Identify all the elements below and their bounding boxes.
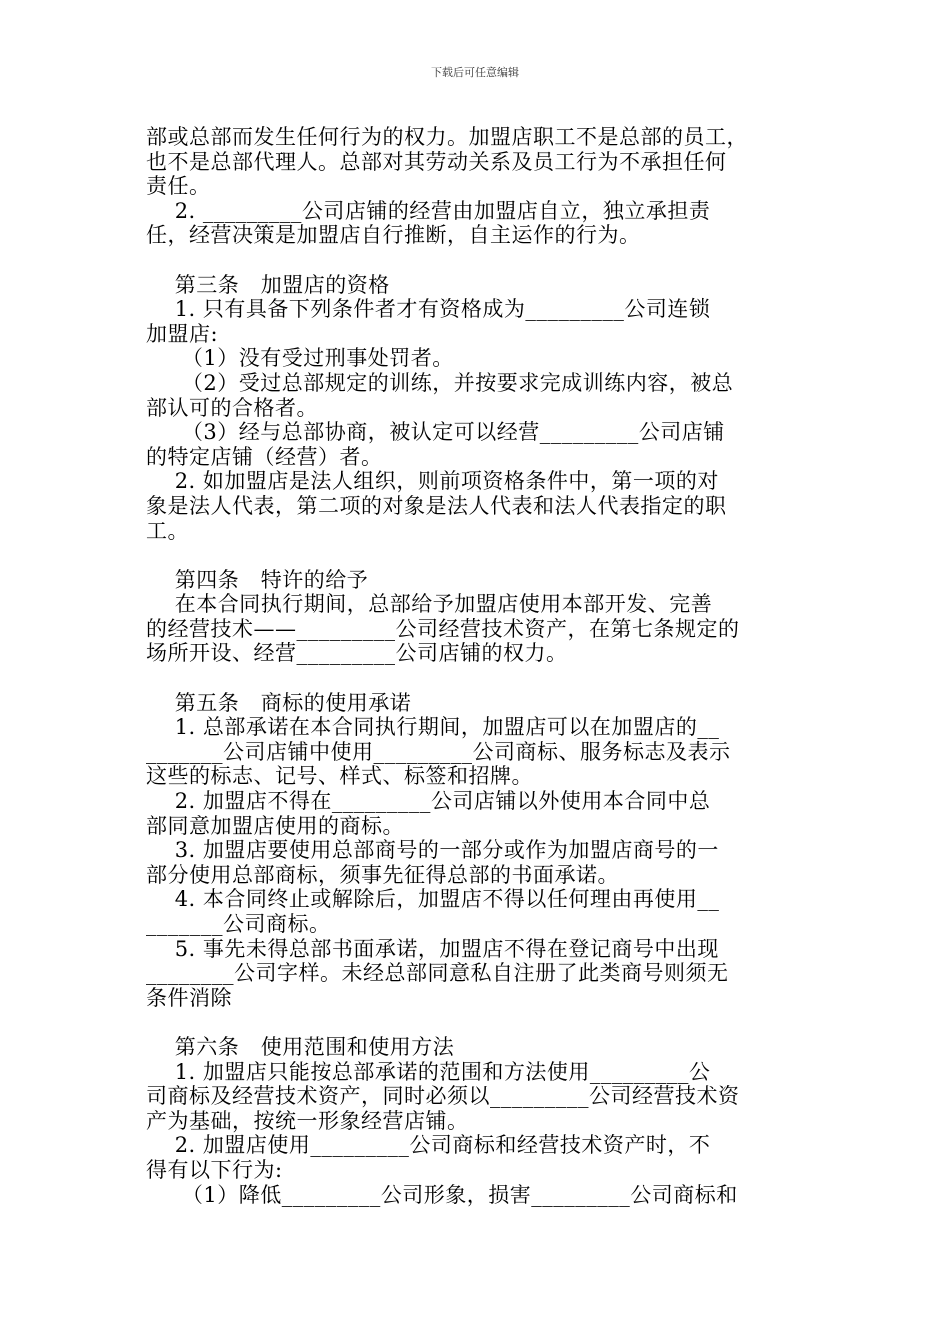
text-line: 加盟店: [146, 321, 219, 346]
text-line: 产为基础，按统一形象经营店铺。 [146, 1108, 469, 1133]
text-line: 任，经营决策是加盟店自行推断，自主运作的行为。 [146, 223, 641, 248]
document-body [146, 125, 806, 1207]
text-line: （2）受过总部规定的训练，并按要求完成训练内容，被总 [146, 370, 734, 395]
text-line: 这些的标志、记号、样式、标签和招牌。 [146, 764, 533, 789]
text-line: 得有以下行为: [146, 1157, 283, 1182]
paragraph-gap [146, 1010, 806, 1035]
text-line: 也不是总部代理人。总部对其劳动关系及员工行为不承担任何 [146, 149, 727, 174]
paragraph-gap [146, 666, 806, 691]
text-line: 第五条 商标的使用承诺 [146, 690, 412, 715]
text-line: 部分使用总部商标，须事先征得总部的书面承诺。 [146, 862, 619, 887]
text-line: _______公司店铺中使用_________公司商标、服务标志及表示 [146, 739, 731, 764]
paragraph-gap [146, 248, 806, 273]
text-line: 2. 加盟店不得在_________公司店铺以外使用本合同中总 [146, 789, 711, 814]
text-line: 的经营技术——_________公司经营技术资产，在第七条规定的 [146, 616, 740, 641]
text-line: 2. _________公司店铺的经营由加盟店自立，独立承担责 [146, 198, 711, 223]
text-line: 场所开设、经营_________公司店铺的权力。 [146, 641, 568, 666]
paragraph-gap [146, 543, 806, 568]
text-line: 在本合同执行期间，总部给予加盟店使用本部开发、完善 [146, 592, 713, 617]
text-line: ________公司字样。未经总部同意私自注册了此类商号则须无 [146, 961, 729, 986]
text-line: 部认可的合格者。 [146, 395, 318, 420]
text-line: 2. 加盟店使用_________公司商标和经营技术资产时，不 [146, 1133, 711, 1158]
text-line: 责任。 [146, 174, 211, 199]
text-line: 3. 加盟店要使用总部商号的一部分或作为加盟店商号的一 [146, 838, 719, 863]
text-line: 的特定店铺（经营）者。 [146, 444, 383, 469]
text-line: 5. 事先未得总部书面承诺，加盟店不得在登记商号中出现 [146, 936, 719, 961]
text-line: （1）降低_________公司形象，损害_________公司商标和 [146, 1182, 738, 1207]
text-line: 1. 只有具备下列条件者才有资格成为_________公司连锁 [146, 297, 711, 322]
text-line: 第三条 加盟店的资格 [146, 272, 390, 297]
text-line: 象是法人代表，第二项的对象是法人代表和法人代表指定的职 [146, 493, 727, 518]
text-line: 工。 [146, 518, 189, 543]
text-line: 1. 总部承诺在本合同执行期间，加盟店可以在加盟店的__ [146, 715, 720, 740]
text-line: 第六条 使用范围和使用方法 [146, 1034, 455, 1059]
text-line: 第四条 特许的给予 [146, 567, 369, 592]
text-line: 司商标及经营技术资产，同时必须以_________公司经营技术资 [146, 1084, 740, 1109]
page-header: 下载后可任意编辑 [431, 66, 519, 79]
text-line: （3）经与总部协商，被认定可以经营_________公司店铺 [146, 420, 725, 445]
text-line: 条件消除 [146, 985, 232, 1010]
text-line: 4. 本合同终止或解除后，加盟店不得以任何理由再使用__ [146, 887, 720, 912]
text-line: _______公司商标。 [146, 912, 331, 936]
text-line: 2. 如加盟店是法人组织，则前项资格条件中，第一项的对 [146, 469, 719, 494]
text-line: 部同意加盟店使用的商标。 [146, 813, 404, 838]
text-line: （1）没有受过刑事处罚者。 [146, 346, 454, 371]
text-line: 部或总部而发生任何行为的权力。加盟店职工不是总部的员工， [146, 125, 748, 149]
text-line: 1. 加盟店只能按总部承诺的范围和方法使用_________公 [146, 1059, 711, 1084]
